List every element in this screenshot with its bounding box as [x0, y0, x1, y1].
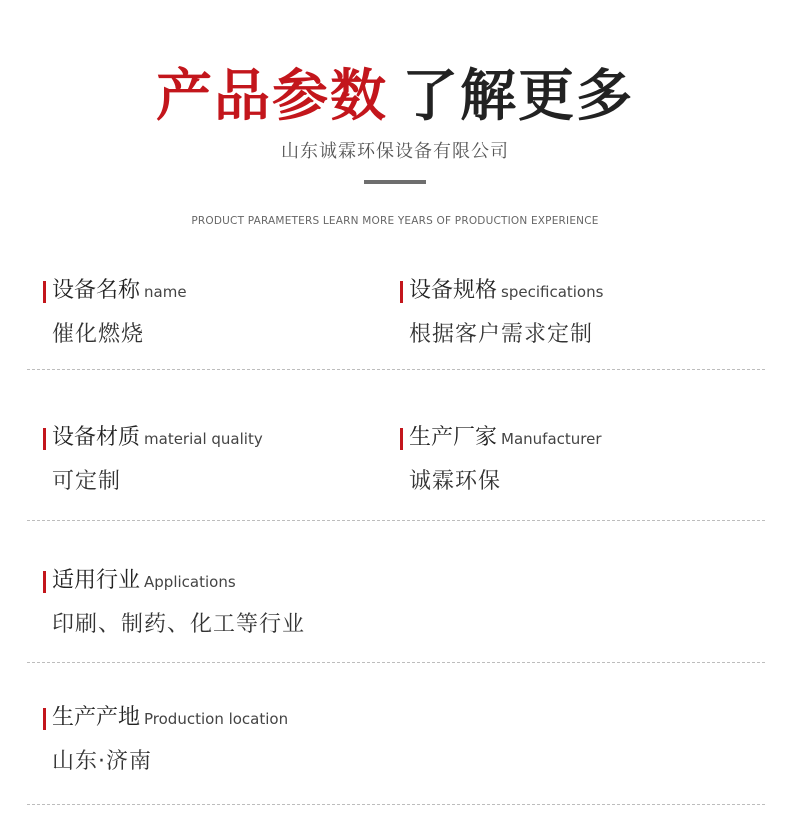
- row-divider: [27, 520, 765, 521]
- row-divider: [27, 804, 765, 805]
- param-label-cn: 生产产地: [52, 705, 141, 730]
- param-label-en: specifications: [501, 283, 604, 301]
- param-value: 印刷、制药、化工等行业: [52, 612, 306, 637]
- param-value: 根据客户需求定制: [409, 322, 594, 347]
- param-label: [43, 276, 187, 306]
- param-label-en: Production location: [144, 710, 289, 728]
- param-value: 诚霖环保: [409, 469, 502, 494]
- page-subtitle: PRODUCT PARAMETERS LEARN MORE YEARS OF PRODUCTION EXPERIENCE: [191, 215, 599, 227]
- param-label-cn: 设备名称: [52, 278, 141, 303]
- title-divider: [364, 180, 426, 184]
- param-label-cn: 生产厂家: [409, 425, 498, 450]
- accent-marker: [43, 708, 46, 730]
- param-label-en: Manufacturer: [501, 430, 602, 448]
- param-label: [43, 703, 288, 733]
- page-title: [0, 62, 790, 132]
- row-divider: [27, 662, 765, 663]
- param-label-cn: 设备材质: [52, 425, 141, 450]
- param-label: [43, 423, 263, 453]
- company-name: 山东诚霖环保设备有限公司: [281, 141, 509, 162]
- param-item-specifications: [400, 276, 603, 350]
- param-label-cn: 设备规格: [409, 278, 498, 303]
- param-label-en: Applications: [144, 573, 236, 591]
- param-label: [43, 566, 305, 596]
- param-value: 山东·济南: [52, 749, 152, 774]
- param-item-material: [43, 423, 263, 497]
- accent-marker: [43, 281, 46, 303]
- param-item-manufacturer: [400, 423, 602, 497]
- param-label-en: name: [144, 283, 187, 301]
- param-label-en: material quality: [144, 430, 263, 448]
- accent-marker: [400, 428, 403, 450]
- param-value: 可定制: [52, 469, 122, 494]
- param-label: [400, 423, 602, 453]
- accent-marker: [43, 571, 46, 593]
- page-title-secondary: 了解更多: [402, 64, 634, 129]
- param-item-name: [43, 276, 187, 350]
- param-value: 催化燃烧: [52, 322, 145, 347]
- param-label-cn: 适用行业: [52, 568, 141, 593]
- page-title-highlight: 产品参数: [156, 64, 388, 129]
- param-item-location: [43, 703, 288, 777]
- accent-marker: [400, 281, 403, 303]
- param-label: [400, 276, 603, 306]
- param-item-applications: [43, 566, 305, 640]
- row-divider: [27, 369, 765, 370]
- accent-marker: [43, 428, 46, 450]
